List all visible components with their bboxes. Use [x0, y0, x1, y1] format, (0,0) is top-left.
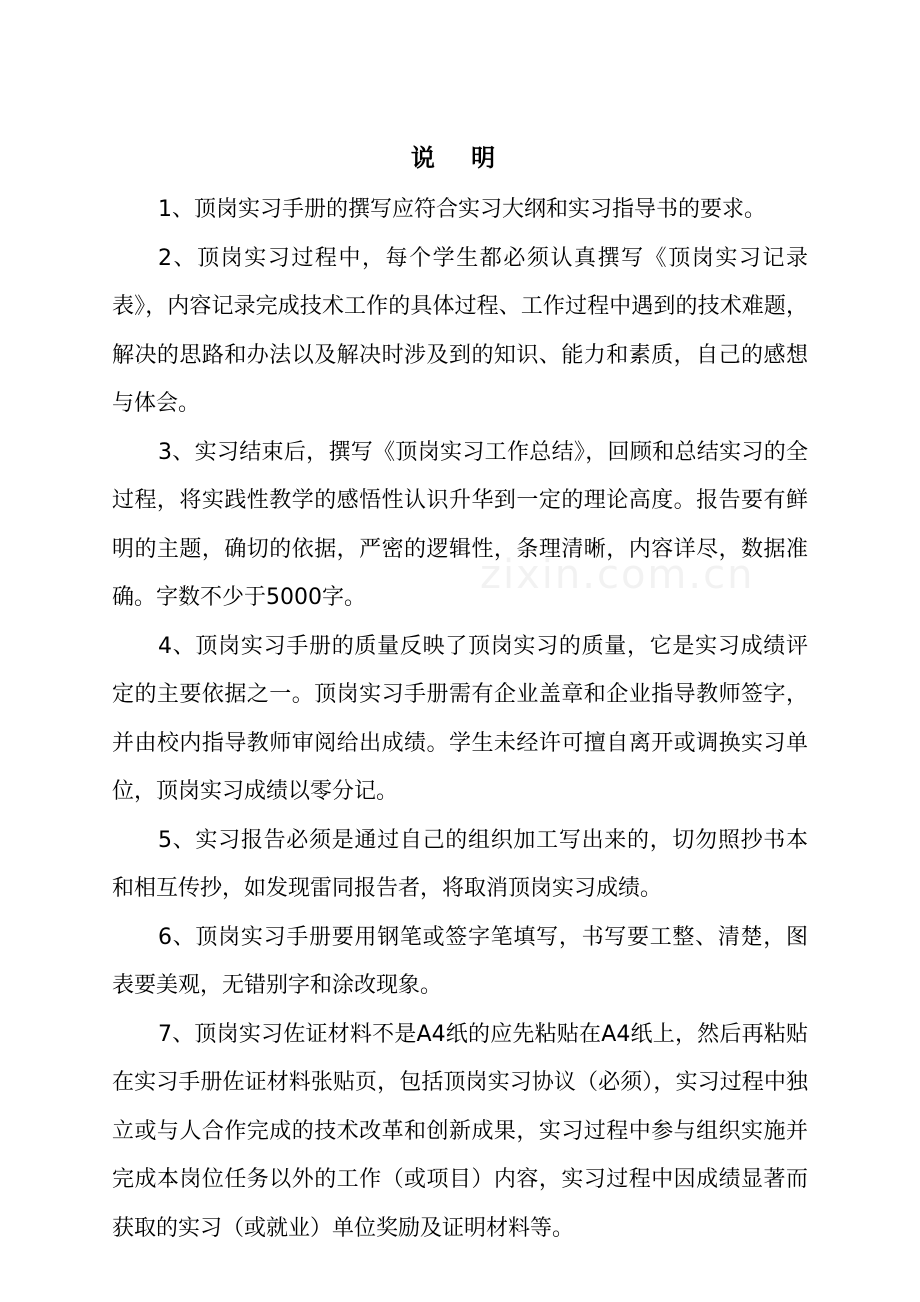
paragraph-2: 2、顶岗实习过程中，每个学生都必须认真撰写《顶岗实习记录表》，内容记录完成技术工作的具体过程、工作过程中遇到的技术难题，解决的思路和办法以及解决时涉及到的知识、能力和素质，自己的感想与体会。 [112, 245, 808, 416]
page-title: 说 明 [410, 143, 510, 172]
document-body [112, 186, 808, 1253]
paragraph-3: 3、实习结束后，撰写《顶岗实习工作总结》，回顾和总结实习的全过程，将实践性教学的感悟性认识升华到一定的理论高度。报告要有鲜明的主题，确切的依据，严密的逻辑性，条理清晰，内容详尽，数据准确。字数不少于5000字。 [112, 439, 808, 610]
paragraph-7: 7、顶岗实习佐证材料不是A4纸的应先粘贴在A4纸上，然后再粘贴在实习手册佐证材料张贴页，包括顶岗实习协议（必须），实习过程中独立或与人合作完成的技术改革和创新成果，实习过程中参与组织实施并完成本岗位任务以外的工作（或项目）内容，实习过程中因成绩显著而获取的实习（或就业）单位奖励及证明材料等。 [112, 1021, 808, 1241]
paragraph-6: 6、顶岗实习手册要用钢笔或签字笔填写，书写要工整、清楚，图表要美观，无错别字和涂改现象。 [112, 924, 808, 998]
paragraph-5: 5、实习报告必须是通过自己的组织加工写出来的，切勿照抄书本和相互传抄，如发现雷同报告者，将取消顶岗实习成绩。 [112, 827, 808, 901]
paragraph-1: 1、顶岗实习手册的撰写应符合实习大纲和实习指导书的要求。 [158, 197, 766, 222]
paragraph-4: 4、顶岗实习手册的质量反映了顶岗实习的质量，它是实习成绩评定的主要依据之一。顶岗实习手册需有企业盖章和企业指导教师签字，并由校内指导教师审阅给出成绩。学生未经许可擅自离开或调换实习单位，顶岗实习成绩以零分记。 [112, 633, 808, 804]
watermark: zixin.com.cn [480, 552, 755, 598]
